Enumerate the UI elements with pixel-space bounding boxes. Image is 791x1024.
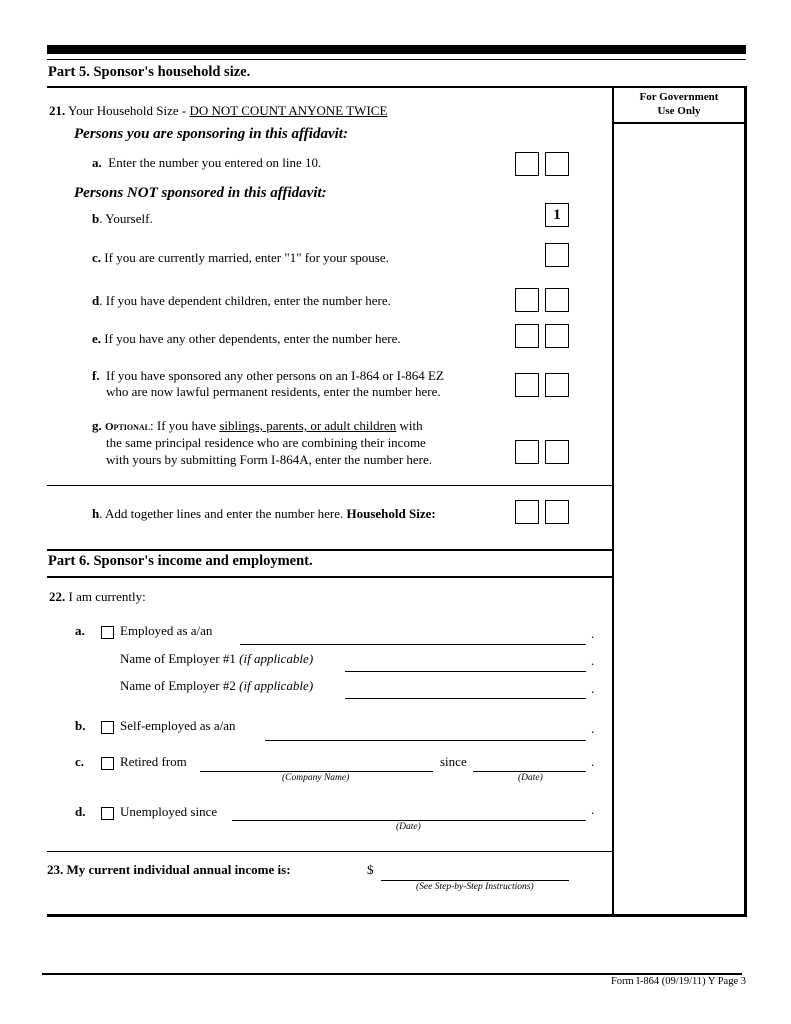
line-b-label: b. Yourself. — [92, 211, 153, 226]
unemployed-label: Unemployed since — [120, 804, 218, 819]
line-f-text-1: If you have sponsored any other persons on an I-864 or I-864 EZ — [106, 368, 444, 383]
line-h-box-2[interactable] — [545, 500, 569, 524]
line-h-box-1[interactable] — [515, 500, 539, 524]
line-g-box-1[interactable] — [515, 440, 539, 464]
line-e-box-2[interactable] — [545, 324, 569, 348]
part5-title: Part 5. Sponsor's household size. — [48, 64, 251, 80]
self-employed-checkbox[interactable] — [101, 721, 114, 734]
line-f-box-1[interactable] — [515, 373, 539, 397]
q23-top-rule — [47, 851, 613, 852]
q21-number: 21. — [49, 103, 66, 118]
line-h-rule — [47, 485, 613, 486]
part6-title: Part 6. Sponsor's income and employment. — [48, 553, 313, 569]
unemployed-date-caption: (Date) — [396, 822, 421, 832]
line-f-box-2[interactable] — [545, 373, 569, 397]
self-employed-label: Self-employed as a/an — [120, 718, 236, 733]
footer-rule — [42, 973, 742, 975]
optional-tag: Optional — [105, 421, 151, 433]
part6-header-rule — [47, 576, 613, 578]
employer1-period: . — [591, 653, 595, 668]
employer1-field[interactable] — [345, 671, 586, 672]
q23-label: 23. My current individual annual income is: — [47, 862, 291, 877]
line-c-label: c. If you are currently married, enter "1" for your spouse. — [92, 250, 389, 265]
line-a-label: a. Enter the number you entered on line 10. — [92, 155, 322, 170]
line-b-box[interactable]: 1 — [545, 203, 569, 227]
retired-period: . — [591, 754, 595, 769]
line-c-box[interactable] — [545, 243, 569, 267]
line-h-label: h. Add together lines and enter the number here. Household Size: — [92, 506, 436, 521]
retired-company-caption: (Company Name) — [282, 773, 350, 783]
sponsoring-heading: Persons you are sponsoring in this affidavit: — [74, 126, 348, 142]
dollar-sign: $ — [367, 862, 374, 877]
q21-emphasis: DO NOT COUNT ANYONE TWICE — [189, 103, 388, 118]
line-e-box-1[interactable] — [515, 324, 539, 348]
unemployed-period: . — [591, 802, 595, 817]
unemployed-checkbox[interactable] — [101, 807, 114, 820]
line-e-label: e. If you have any other dependents, enter the number here. — [92, 331, 401, 346]
part5-header-rule — [47, 86, 746, 88]
retired-date-caption: (Date) — [518, 773, 543, 783]
line-d-label: d. If you have dependent children, enter the number here. — [92, 293, 391, 308]
gov-use-label-line2: Use Only — [657, 105, 701, 117]
not-sponsored-heading: Persons NOT sponsored in this affidavit: — [74, 185, 327, 201]
line-g-text-3: with yours by submitting Form I-864A, enter the number here. — [106, 452, 433, 467]
q21-label — [49, 103, 387, 119]
footer-text: Form I-864 (09/19/11) Y Page 3 — [610, 976, 746, 987]
employer2-field[interactable] — [345, 698, 586, 699]
part6-top-rule — [47, 549, 613, 551]
line-g-text-1: g. Optional: If you have siblings, parents, or adult children with — [92, 418, 423, 433]
retired-label: Retired from — [120, 754, 187, 769]
line-f-text-2: who are now lawful permanent residents, enter the number here. — [106, 384, 441, 399]
emp-a-letter: a. — [75, 623, 85, 638]
employed-checkbox[interactable] — [101, 626, 114, 639]
income-field[interactable] — [381, 880, 569, 881]
gov-column-right-border — [744, 86, 747, 916]
gov-use-header-rule — [613, 122, 746, 124]
emp-c-letter: c. — [75, 754, 85, 769]
emp-b-letter: b. — [75, 718, 86, 733]
employer1-label: Name of Employer #1 (if applicable) — [120, 651, 314, 666]
unemployed-date-field[interactable] — [232, 820, 586, 821]
line-f-letter: f. — [92, 368, 100, 383]
line-d-box-1[interactable] — [515, 288, 539, 312]
employed-label: Employed as a/an — [120, 623, 213, 638]
line-d-box-2[interactable] — [545, 288, 569, 312]
form-bottom-rule — [47, 914, 747, 917]
q22-label: 22. I am currently: — [49, 589, 146, 604]
top-thick-rule — [47, 45, 746, 54]
retired-since-label: since — [440, 754, 467, 769]
retired-date-field[interactable] — [473, 771, 586, 772]
employer2-label: Name of Employer #2 (if applicable) — [120, 678, 314, 693]
line-a-box-2[interactable] — [545, 152, 569, 176]
gov-use-label-line1: For Government — [639, 91, 719, 103]
gov-column-left-border — [612, 86, 614, 916]
self-employed-period: . — [591, 721, 595, 736]
occupation-period: . — [591, 626, 595, 641]
line-a-box-1[interactable] — [515, 152, 539, 176]
line-g-box-2[interactable] — [545, 440, 569, 464]
income-caption: (See Step-by-Step Instructions) — [416, 882, 534, 892]
self-employed-field[interactable] — [265, 740, 586, 741]
top-thin-rule — [47, 59, 746, 60]
occupation-field[interactable] — [240, 644, 586, 645]
emp-d-letter: d. — [75, 804, 86, 819]
employer2-period: . — [591, 681, 595, 696]
q21-text: Your Household Size - — [68, 103, 190, 118]
retired-checkbox[interactable] — [101, 757, 114, 770]
retired-company-field[interactable] — [200, 771, 433, 772]
line-g-text-2: the same principal residence who are combining their income — [106, 435, 426, 450]
